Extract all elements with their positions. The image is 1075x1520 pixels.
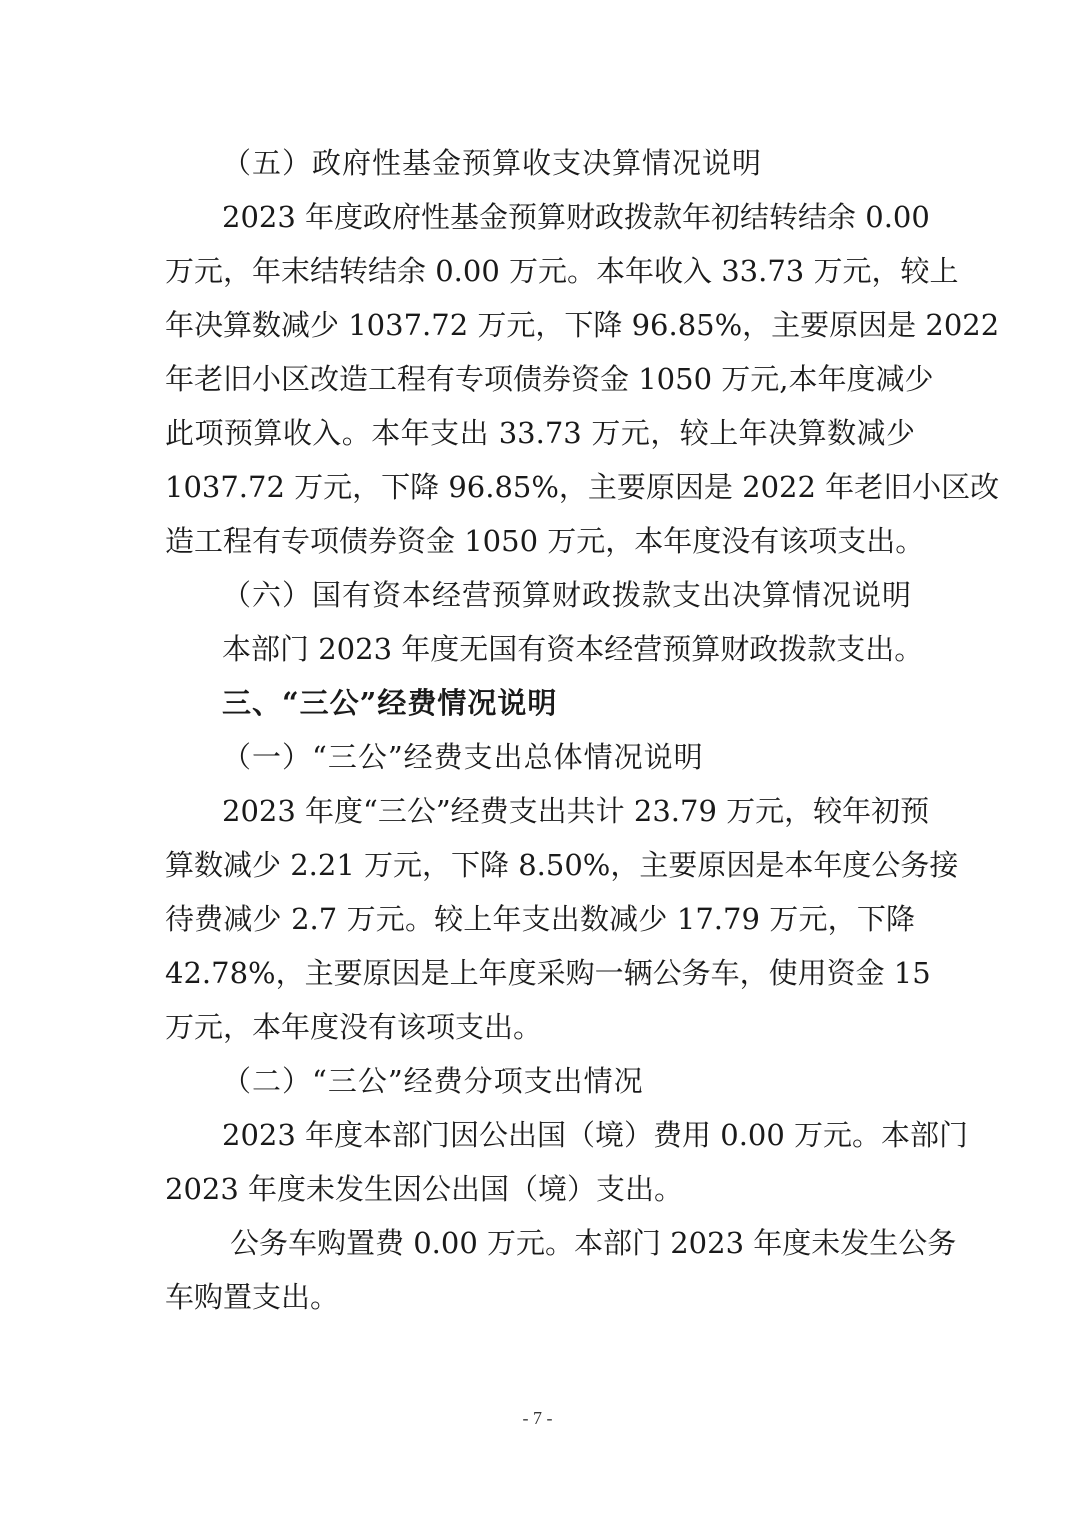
paragraph-line: 公务车购置费 0.00 万元。本部门 2023 年度未发生公务 xyxy=(230,1226,957,1260)
paragraph-line: 42.78%，主要原因是上年度采购一辆公务车，使用资金 15 xyxy=(165,956,931,990)
paragraph-line: 算数减少 2.21 万元，下降 8.50%，主要原因是本年度公务接 xyxy=(165,848,959,882)
paragraph-line: 年老旧小区改造工程有专项债券资金 1050 万元,本年度减少 xyxy=(165,362,934,396)
section-heading-2: （二）“三公”经费分项支出情况 xyxy=(222,1064,644,1098)
section-heading-6: （六）国有资本经营预算财政拨款支出决算情况说明 xyxy=(222,578,913,612)
paragraph-line: 待费减少 2.7 万元。较上年支出数减少 17.79 万元，下降 xyxy=(165,902,915,936)
paragraph-line: 此项预算收入。本年支出 33.73 万元，较上年决算数减少 xyxy=(165,416,915,450)
paragraph-line: 2023 年度“三公”经费支出共计 23.79 万元，较年初预 xyxy=(222,794,930,828)
paragraph-line: 万元，年末结转结余 0.00 万元。本年收入 33.73 万元，较上 xyxy=(165,254,959,288)
section-heading-5: （五）政府性基金预算收支决算情况说明 xyxy=(222,146,763,180)
page-number: - 7 - xyxy=(522,1408,553,1428)
paragraph-line: 造工程有专项债券资金 1050 万元，本年度没有该项支出。 xyxy=(165,524,925,558)
paragraph-line: 本部门 2023 年度无国有资本经营预算财政拨款支出。 xyxy=(222,632,924,666)
paragraph-line: 车购置支出。 xyxy=(165,1280,340,1314)
paragraph-line: 1037.72 万元，下降 96.85%，主要原因是 2022 年老旧小区改 xyxy=(165,470,1000,504)
paragraph-line: 万元，本年度没有该项支出。 xyxy=(165,1010,543,1044)
paragraph-line: 2023 年度本部门因公出国（境）费用 0.00 万元。本部门 xyxy=(222,1118,969,1152)
paragraph-line: 2023 年度政府性基金预算财政拨款年初结转结余 0.00 xyxy=(222,200,930,234)
paragraph-line: 2023 年度未发生因公出国（境）支出。 xyxy=(165,1172,684,1206)
section-heading-1: （一）“三公”经费支出总体情况说明 xyxy=(222,740,704,774)
paragraph-line: 年决算数减少 1037.72 万元，下降 96.85%，主要原因是 2022 xyxy=(165,308,1000,342)
chapter-heading-3: 三、“三公”经费情况说明 xyxy=(222,686,558,720)
